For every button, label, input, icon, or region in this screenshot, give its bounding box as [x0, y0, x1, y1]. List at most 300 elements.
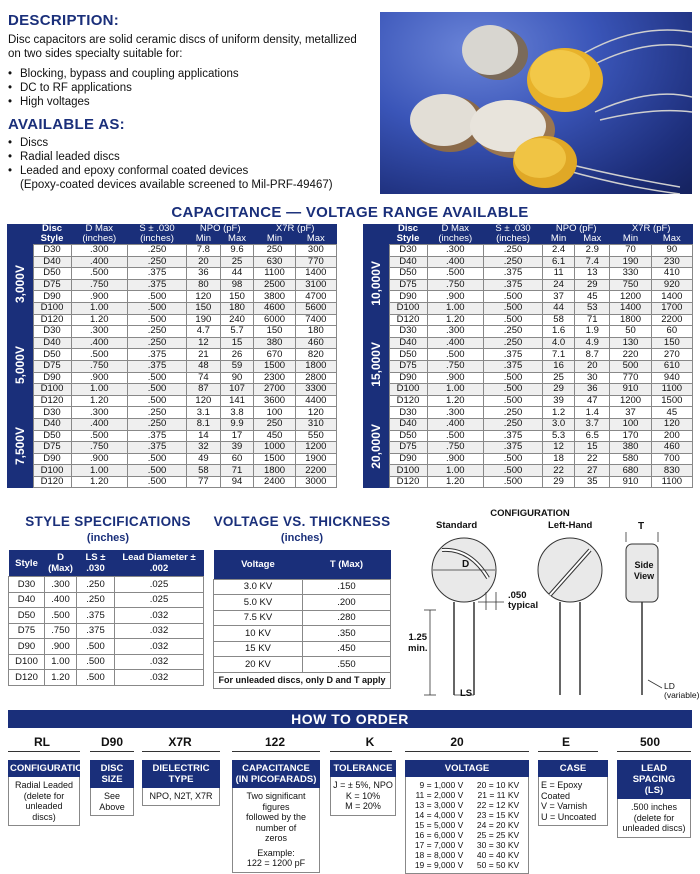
table-cell: .500 [77, 639, 115, 655]
order-capacitance-line: 122 = 1200 pF [246, 858, 306, 868]
table-cell: 11 [543, 268, 575, 280]
table-cell: D40 [33, 337, 71, 349]
config-ld-note: (variable) [664, 690, 700, 700]
table-cell: .375 [128, 430, 187, 442]
table-cell: 1.20 [427, 395, 484, 407]
table-cell: 25 [543, 372, 575, 384]
description-line-1: Disc capacitors are solid ceramic discs of uniform density, metallized [8, 34, 357, 46]
table-row [363, 245, 693, 257]
table-cell: 70 [610, 245, 651, 257]
table-cell: D75 [33, 279, 71, 291]
table-cell: 1400 [295, 268, 336, 280]
table-cell: .032 [115, 670, 204, 686]
voltage-code-item: 15 = 5,000 V [414, 820, 464, 830]
table-cell: 15 [575, 442, 610, 454]
table-cell: .250 [128, 245, 187, 257]
table-cell: 60 [651, 326, 692, 338]
table-cell: .500 [71, 430, 128, 442]
table-cell: 830 [651, 465, 692, 477]
table-cell: 39 [543, 395, 575, 407]
order-voltage-head: VOLTAGE [405, 760, 529, 777]
table-cell: .300 [71, 326, 128, 338]
table-cell: 74 [187, 372, 221, 384]
table-row [363, 372, 693, 384]
table-cell: 20 [187, 256, 221, 268]
table-cell: 190 [187, 314, 221, 326]
table-cell: 2.9 [575, 245, 610, 257]
header-style: Style [9, 550, 45, 577]
table-cell: 1100 [651, 476, 692, 488]
table-cell: 8.1 [187, 418, 221, 430]
table-cell: .500 [484, 476, 543, 488]
header-x7r-max: Max [295, 234, 336, 245]
table-cell: 3.8 [220, 407, 254, 419]
header-disc-style: Disc Style [33, 224, 71, 245]
table-cell: .500 [484, 465, 543, 477]
list-item: • Discs [8, 136, 333, 150]
table-cell: 250 [254, 245, 295, 257]
table-cell: 3000 [295, 476, 336, 488]
header-x7r: X7R (pF) [254, 224, 337, 234]
table-cell: 14 [187, 430, 221, 442]
table-row [9, 654, 204, 670]
order-capacitance-line: Two significant figures [246, 791, 306, 812]
table-cell: 380 [254, 337, 295, 349]
table-cell: 36 [187, 268, 221, 280]
table-row [363, 337, 693, 349]
table-cell: 98 [220, 279, 254, 291]
order-capacitance-head-line: CAPACITANCE [242, 763, 310, 774]
voltage-group-label: 5,000V [12, 345, 27, 384]
table-cell: 2500 [254, 279, 295, 291]
table-cell: 16 [543, 360, 575, 372]
table-cell: .750 [71, 360, 128, 372]
table-cell: 1000 [254, 442, 295, 454]
table-cell: 410 [651, 268, 692, 280]
config-length-unit: min. [408, 643, 428, 654]
table-row [7, 430, 337, 442]
connector-line [538, 751, 598, 752]
table-cell: 3300 [295, 384, 336, 396]
table-cell: D120 [389, 395, 427, 407]
table-cell: 1100 [254, 268, 295, 280]
table-cell: 15 [220, 337, 254, 349]
table-cell: 170 [610, 430, 651, 442]
order-capacitance-line: zeros [264, 833, 287, 843]
table-cell: 460 [651, 442, 692, 454]
description-text [8, 33, 378, 61]
order-capacitance-head-line: (IN PICOFARADS) [235, 774, 317, 785]
table-cell: 1800 [254, 465, 295, 477]
table-cell: 610 [651, 360, 692, 372]
table-cell: 15 KV [214, 641, 303, 657]
table-cell: 39 [220, 442, 254, 454]
order-capacitance-line: followed by the number of [245, 812, 307, 833]
order-case-line: U = Uncoated [541, 811, 597, 822]
order-lead-spacing-box [617, 760, 691, 838]
table-cell: .500 [427, 430, 484, 442]
config-d-label: D [462, 559, 470, 570]
table-cell: .750 [427, 279, 484, 291]
table-row [363, 349, 693, 361]
table-cell: D50 [33, 349, 71, 361]
table-cell: .375 [484, 349, 543, 361]
order-disc-size-head: DISC SIZE [90, 760, 134, 788]
order-case-line: V = Varnish [541, 801, 588, 811]
order-tolerance-line: K = 10% [345, 790, 381, 801]
header-d-max-unit: (inches) [427, 234, 484, 245]
table-cell: .750 [71, 279, 128, 291]
table-cell: 1.20 [45, 670, 77, 686]
table-cell: .150 [302, 579, 390, 595]
table-cell: .500 [484, 291, 543, 303]
table-cell: 80 [187, 279, 221, 291]
table-cell: 3800 [254, 291, 295, 303]
voltage-group-label: 3,000V [12, 264, 27, 303]
table-cell: .375 [484, 279, 543, 291]
table-row [363, 291, 693, 303]
table-cell: 87 [187, 384, 221, 396]
table-row [214, 610, 391, 626]
table-row [214, 626, 391, 642]
table-cell: .375 [128, 442, 187, 454]
table-cell: D75 [389, 360, 427, 372]
config-left-hand-label: Left-Hand [548, 520, 593, 531]
table-cell: 6.1 [543, 256, 575, 268]
table-cell: 1400 [651, 291, 692, 303]
table-cell: 2200 [295, 465, 336, 477]
header-ls: LS ± .030 [77, 550, 115, 577]
table-cell: 5.0 KV [214, 595, 303, 611]
table-cell: 100 [254, 407, 295, 419]
order-voltage-box [405, 760, 529, 874]
config-length-label [408, 632, 428, 654]
capacitance-title-wrap [0, 204, 700, 222]
table-cell: 2400 [254, 476, 295, 488]
table-cell: 120 [187, 291, 221, 303]
header-disc-style: Disc Style [389, 224, 427, 245]
table-row [363, 302, 693, 314]
table-cell: 53 [575, 302, 610, 314]
order-lead-spacing-line: (delete for [633, 812, 675, 823]
table-cell: 35 [575, 476, 610, 488]
connector-line [617, 751, 691, 752]
header-d-max: D Max [427, 224, 484, 234]
order-tolerance-body [330, 777, 396, 816]
table-cell: 1.00 [427, 384, 484, 396]
table-cell: 1.00 [71, 465, 128, 477]
table-cell: 58 [543, 314, 575, 326]
table-cell: .500 [128, 384, 187, 396]
header-npo: NPO (pF) [543, 224, 610, 234]
table-cell: 48 [187, 360, 221, 372]
connector-line [330, 751, 392, 752]
table-cell: D50 [33, 430, 71, 442]
table-cell: 44 [220, 268, 254, 280]
table-cell: 1.00 [71, 384, 128, 396]
table-cell: 4700 [295, 291, 336, 303]
table-cell: 29 [543, 476, 575, 488]
connector-line [90, 751, 134, 752]
header-d-max: D Max [71, 224, 128, 234]
table-cell: 27 [575, 465, 610, 477]
table-row [7, 453, 337, 465]
table-cell: 13 [575, 268, 610, 280]
table-cell: .400 [71, 256, 128, 268]
header-voltage: Voltage [214, 550, 303, 579]
table-row [7, 360, 337, 372]
table-cell: .400 [45, 592, 77, 608]
voltage-group-cell [7, 407, 33, 488]
table-cell: .900 [45, 639, 77, 655]
table-cell: 21 [187, 349, 221, 361]
table-cell: D120 [389, 476, 427, 488]
header-x7r-max: Max [651, 234, 692, 245]
table-cell: 1.2 [543, 407, 575, 419]
table-cell: 120 [187, 395, 221, 407]
style-spec-title: STYLE SPECIFICATIONS [25, 514, 191, 529]
capacitance-title: CAPACITANCE — VOLTAGE RANGE AVAILABLE [171, 204, 529, 221]
table-row [7, 314, 337, 326]
table-row [7, 337, 337, 349]
voltage-group-cell [363, 326, 389, 407]
table-cell: 5600 [295, 302, 336, 314]
table-row [7, 349, 337, 361]
table-cell: 107 [220, 384, 254, 396]
voltage-code-item: 19 = 9,000 V [414, 860, 464, 870]
table-row [7, 372, 337, 384]
table-cell: 59 [220, 360, 254, 372]
table-row [7, 407, 337, 419]
header-s: S ± .030 [484, 224, 543, 234]
table-cell: 6.5 [575, 430, 610, 442]
table-cell: 3100 [295, 279, 336, 291]
table-cell: 60 [220, 453, 254, 465]
table-cell: D100 [389, 465, 427, 477]
table-row [214, 657, 391, 673]
table-cell: 71 [220, 465, 254, 477]
table-cell: D40 [389, 256, 427, 268]
table-cell: .500 [77, 670, 115, 686]
order-case-line: E = Epoxy Coated [541, 780, 583, 801]
table-cell: D50 [389, 349, 427, 361]
table-cell: .025 [115, 577, 204, 593]
table-cell: 580 [610, 453, 651, 465]
header-d: D (Max) [45, 550, 77, 577]
table-cell: 1800 [610, 314, 651, 326]
table-cell: .400 [427, 418, 484, 430]
table-cell: 1.00 [427, 302, 484, 314]
style-spec-table [8, 550, 204, 686]
table-cell: .250 [128, 256, 187, 268]
table-cell: .500 [484, 384, 543, 396]
order-capacitance-head [232, 760, 320, 788]
voltage-group-cell [363, 407, 389, 488]
table-cell: 94 [220, 476, 254, 488]
table-cell: 820 [295, 349, 336, 361]
order-dielectric-head: DIELECTRIC TYPE [142, 760, 220, 788]
connector-line [232, 751, 320, 752]
table-row [7, 326, 337, 338]
header-x7r-min: Min [254, 234, 295, 245]
table-row [7, 465, 337, 477]
table-cell: D75 [9, 623, 45, 639]
table-cell: .500 [128, 302, 187, 314]
table-cell: 150 [254, 326, 295, 338]
description-bullets [8, 67, 239, 109]
table-cell: 45 [575, 291, 610, 303]
table-cell: 12 [187, 337, 221, 349]
connector-line [8, 751, 80, 752]
table-cell: 1.20 [427, 314, 484, 326]
table-row [214, 579, 391, 595]
order-lead-spacing-line: unleaded discs) [622, 823, 686, 833]
table-cell: 3.1 [187, 407, 221, 419]
table-cell: D90 [9, 639, 45, 655]
table-cell: .500 [128, 314, 187, 326]
table-cell: 150 [187, 302, 221, 314]
config-side-view-label: Side View [633, 560, 655, 581]
order-disc-size-line: See [103, 791, 120, 801]
order-dielectric-body [142, 788, 220, 806]
order-voltage-col-right [477, 780, 519, 870]
table-cell: 180 [295, 326, 336, 338]
table-row [363, 476, 693, 488]
table-cell: 30 [575, 372, 610, 384]
table-cell: .200 [302, 595, 390, 611]
table-row [7, 245, 337, 257]
table-cell: 1.00 [71, 302, 128, 314]
table-cell: D90 [33, 291, 71, 303]
table-cell: D40 [33, 418, 71, 430]
available-bullets [8, 136, 333, 192]
table-cell: 1.9 [575, 326, 610, 338]
table-cell: .032 [115, 639, 204, 655]
table-cell: D40 [389, 337, 427, 349]
voltage-code-item: 23 = 15 KV [476, 810, 520, 820]
header-npo: NPO (pF) [187, 224, 254, 234]
order-config-box [8, 760, 90, 826]
voltage-group-label: 7,500V [12, 426, 27, 465]
table-cell: D75 [389, 442, 427, 454]
table-cell: 3600 [254, 395, 295, 407]
table-cell: 24 [543, 279, 575, 291]
table-cell: .250 [484, 337, 543, 349]
voltage-group-cell [363, 245, 389, 326]
table-row [363, 314, 693, 326]
table-cell: 20 [575, 360, 610, 372]
order-code-lead-spacing: 500 [639, 735, 661, 749]
voltage-code-item: 17 = 7,000 V [414, 840, 464, 850]
table-cell: 380 [610, 442, 651, 454]
table-cell: .500 [484, 395, 543, 407]
table-cell: D120 [33, 314, 71, 326]
table-row [363, 453, 693, 465]
table-cell: .500 [128, 465, 187, 477]
table-cell: .450 [302, 641, 390, 657]
table-cell: .375 [484, 360, 543, 372]
table-cell: D30 [389, 326, 427, 338]
table-cell: 1500 [651, 395, 692, 407]
table-row [363, 268, 693, 280]
voltage-code-item: 14 = 4,000 V [414, 810, 464, 820]
voltage-code-item: 50 = 50 KV [476, 860, 520, 870]
config-typical-label [508, 591, 538, 611]
table-cell: 71 [575, 314, 610, 326]
table-cell: 230 [651, 256, 692, 268]
config-ls-label: LS [460, 688, 473, 699]
order-voltage-body [405, 777, 529, 874]
table-cell: .500 [45, 608, 77, 624]
order-lead-spacing-head-line: LEAD SPACING [632, 763, 676, 785]
table-row [7, 384, 337, 396]
table-cell: 460 [295, 337, 336, 349]
capacitance-body-left [7, 245, 337, 488]
table-cell: 7.5 KV [214, 610, 303, 626]
order-tolerance-line: M = 20% [345, 801, 381, 811]
table-cell: D90 [389, 453, 427, 465]
table-cell: .500 [128, 291, 187, 303]
order-config-head: CONFIGURATION [8, 760, 80, 777]
voltage-code-item: 13 = 3,000 V [414, 800, 464, 810]
table-cell: 37 [543, 291, 575, 303]
table-cell: 910 [610, 384, 651, 396]
table-cell: .500 [484, 453, 543, 465]
voltage-code-item: 9 = 1,000 V [419, 780, 464, 790]
order-code-config: RL [34, 735, 50, 749]
table-cell: 1400 [610, 302, 651, 314]
capacitor-illustration [380, 12, 692, 194]
table-cell: 50 [610, 326, 651, 338]
table-cell: D30 [9, 577, 45, 593]
table-cell: D100 [33, 302, 71, 314]
table-cell: 310 [295, 418, 336, 430]
table-cell: D120 [33, 395, 71, 407]
table-row [363, 326, 693, 338]
table-cell: .750 [45, 623, 77, 639]
order-dielectric-line: NPO, N2T, X7R [149, 791, 213, 801]
table-cell: 1.20 [71, 314, 128, 326]
list-item: • Blocking, bypass and coupling applications [8, 67, 239, 81]
table-cell: .750 [427, 360, 484, 372]
table-cell: 8.7 [575, 349, 610, 361]
table-cell: D75 [33, 360, 71, 372]
order-code-capacitance: 122 [264, 735, 286, 749]
table-cell: 670 [254, 349, 295, 361]
table-cell: D30 [33, 245, 71, 257]
list-item-note: (Epoxy-coated devices available screened to Mil-PRF-49467) [20, 179, 333, 191]
table-cell: .300 [45, 577, 77, 593]
config-typical-word: typical [508, 600, 539, 611]
connector-line [142, 751, 220, 752]
table-row [363, 360, 693, 372]
table-row [9, 670, 204, 686]
table-cell: .500 [71, 349, 128, 361]
table-cell: 7400 [295, 314, 336, 326]
table-cell: D120 [33, 476, 71, 488]
table-row [7, 442, 337, 454]
table-row [363, 465, 693, 477]
table-cell: .500 [71, 268, 128, 280]
table-cell: 120 [651, 418, 692, 430]
table-cell: .750 [71, 442, 128, 454]
table-row [363, 407, 693, 419]
table-row [7, 302, 337, 314]
header-npo-min: Min [543, 234, 575, 245]
order-case-head: CASE [538, 760, 608, 777]
table-cell: .375 [77, 623, 115, 639]
table-cell: .300 [71, 407, 128, 419]
